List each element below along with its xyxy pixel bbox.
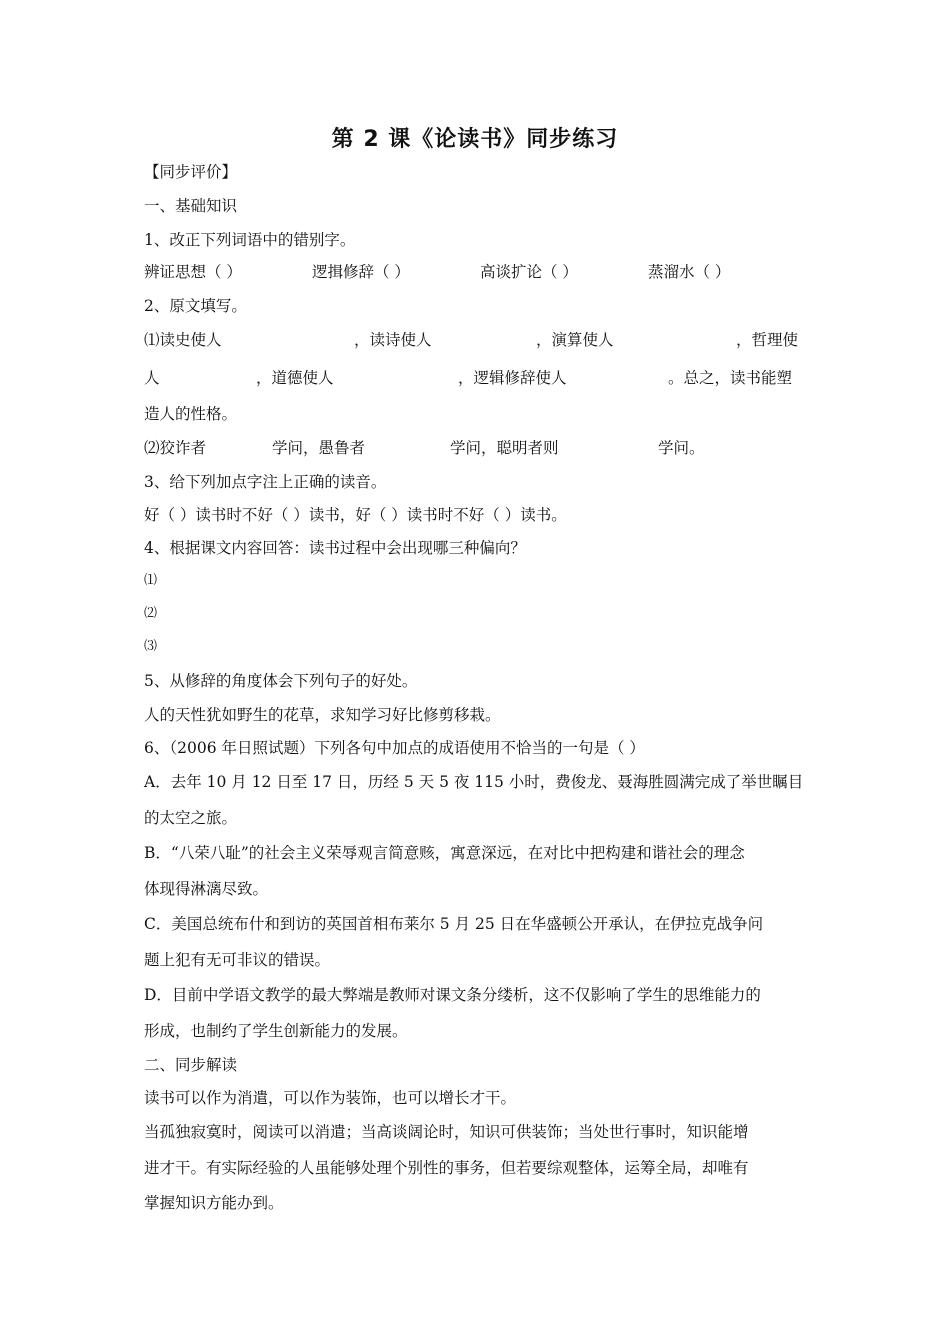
q2-p2-line [144,438,744,458]
q6-option-c: C．美国总统布什和到访的英国首相布莱尔 5 月 25 日在华盛顿公开承认，在伊拉克战争问 [144,915,764,933]
q1-item: 逻揖修辞（ ） [312,263,410,281]
q5-stem: 5、从修辞的角度体会下列句子的好处。 [144,672,418,690]
part2-heading: 二、同步解读 [144,1056,238,1074]
q6-option-b: B．“八荣八耻”的社会主义荣辱观言简意赅，寓意深远，在对比中把构建和谐社会的理念 [144,844,745,862]
q6-option-a: A．去年 10 月 12 日至 17 日，历经 5 天 5 夜 115 小时，费俊龙、聂海胜圆满完成了举世瞩目 [144,773,804,791]
page-title: 第 2 课《论读书》同步练习 [331,127,619,152]
q1-item: 蒸溜水（ ） [648,263,731,281]
q6-option-d-cont: 形成，也制约了学生创新能力的发展。 [144,1022,408,1040]
part1-heading: 一、基础知识 [144,197,238,215]
reading-line: 读书可以作为消遣，可以作为装饰，也可以增长才干。 [144,1089,517,1107]
fill-blank-text: 学问。 [658,439,705,457]
fill-blank-text: 。总之，读书能塑 [668,369,793,387]
reading-line: 进才干。有实际经验的人虽能够处理个别性的事务，但若要综观整体，运筹全局，却唯有 [144,1159,749,1177]
q6-stem: 6、（2006 年日照试题）下列各句中加点的成语使用不恰当的一句是（ ） [144,739,645,757]
q4-item: ⑶ [144,639,158,654]
fill-blank-text: 人 [144,369,160,387]
fill-blank-text: ，逻辑修辞使人 [458,369,567,387]
q1-items [144,262,824,282]
q2-p1-line3: 造人的性格。 [144,405,238,423]
q4-item: ⑴ [144,573,158,588]
q1-stem: 1、改正下列词语中的错别字。 [144,231,356,249]
reading-line: 当孤独寂寞时，阅读可以消遣；当高谈阔论时，知识可供装饰；当处世行事时，知识能增 [144,1123,749,1141]
q3-stem: 3、给下列加点字注上正确的读音。 [144,473,387,491]
q2-p1-line1 [144,330,808,350]
fill-blank-text: ，演算使人 [536,331,614,349]
fill-blank-text: 学问，愚鲁者 [272,439,366,457]
q2-p1-line2 [144,368,808,388]
q6-option-d: D．目前中学语文教学的最大弊端是教师对课文条分缕析，这不仅影响了学生的思维能力的 [144,986,761,1004]
q4-item: ⑵ [144,606,158,621]
fill-blank-text: ，道德使人 [256,369,334,387]
fill-blank-text: ⑵狡诈者 [144,439,207,457]
q3-line: 好（ ）读书时不好（ ）读书，好（ ）读书时不好（ ）读书。 [144,506,567,524]
fill-blank-text: 学问，聪明者则 [450,439,559,457]
q6-option-b-cont: 体现得淋漓尽致。 [144,880,269,898]
reading-line: 掌握知识方能办到。 [144,1194,284,1212]
q2-stem: 2、原文填写。 [144,297,247,315]
fill-blank-text: ，哲理使 [736,331,799,349]
q1-item: 辨证思想（ ） [144,263,242,281]
section-label: 【同步评价】 [144,163,238,181]
fill-blank-text: ，读诗使人 [354,331,432,349]
fill-blank-text: ⑴读史使人 [144,331,222,349]
q6-option-a-cont: 的太空之旅。 [144,809,238,827]
q1-item: 高谈扩论（ ） [480,263,578,281]
q5-sentence: 人的天性犹如野生的花草，求知学习好比修剪移栽。 [144,706,501,724]
q6-option-c-cont: 题上犯有无可非议的错误。 [144,951,331,969]
q4-stem: 4、根据课文内容回答：读书过程中会出现哪三种偏向？ [144,539,526,557]
